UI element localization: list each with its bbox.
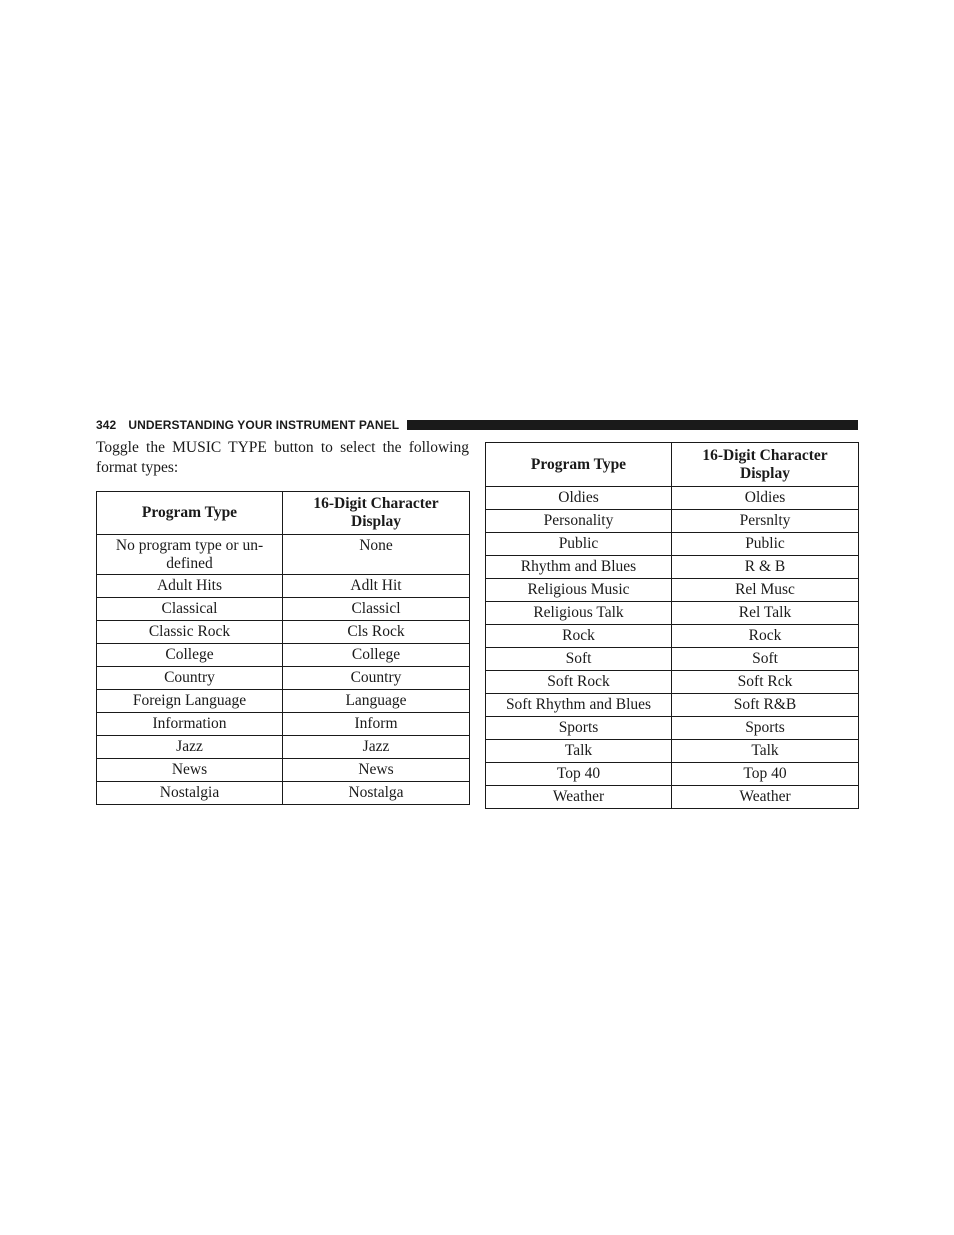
column-header-program-type: Program Type [97,492,283,535]
program-type-cell: Religious Talk [486,602,672,625]
program-type-cell: Foreign Language [97,690,283,713]
table-row [97,644,470,667]
display-cell: Top 40 [672,763,859,786]
program-type-cell: Soft Rock [486,671,672,694]
table-row [486,556,859,579]
display-cell: News [283,759,470,782]
table-row [486,786,859,809]
display-cell: Nostalga [283,782,470,805]
table-row [486,487,859,510]
program-type-cell: Classical [97,598,283,621]
display-cell: Soft R&B [672,694,859,717]
table-row [486,648,859,671]
program-type-cell: Nostalgia [97,782,283,805]
table-row [97,782,470,805]
table-row [97,535,470,575]
program-type-cell: College [97,644,283,667]
column-header-display: 16-Digit Character Display [672,443,859,487]
table-row [97,598,470,621]
table-row [486,579,859,602]
program-type-cell: Sports [486,717,672,740]
program-type-cell: Information [97,713,283,736]
program-type-cell: Jazz [97,736,283,759]
display-cell: Oldies [672,487,859,510]
table-row [486,602,859,625]
table-row [486,740,859,763]
display-cell: Adlt Hit [283,575,470,598]
display-cell: Jazz [283,736,470,759]
display-cell: Sports [672,717,859,740]
display-cell: R & B [672,556,859,579]
table-row [486,763,859,786]
column-header-display: 16-Digit Character Display [283,492,470,535]
section-title: UNDERSTANDING YOUR INSTRUMENT PANEL [128,418,400,432]
display-cell: Soft Rck [672,671,859,694]
display-cell: Public [672,533,859,556]
program-type-cell: Country [97,667,283,690]
program-type-table-left [96,491,470,805]
program-type-cell: Soft Rhythm and Blues [486,694,672,717]
table-row [486,694,859,717]
table-row [97,575,470,598]
display-cell: Rel Musc [672,579,859,602]
program-type-cell: Classic Rock [97,621,283,644]
column-header-program-type: Program Type [486,443,672,487]
table-row [97,690,470,713]
program-type-cell: Public [486,533,672,556]
table-header-row [486,443,859,487]
intro-paragraph: Toggle the MUSIC TYPE button to select the following format types: [96,439,469,476]
table-row [97,736,470,759]
program-type-cell: Adult Hits [97,575,283,598]
table-row [486,533,859,556]
program-type-cell: Oldies [486,487,672,510]
table-row [486,671,859,694]
display-cell: Soft [672,648,859,671]
program-type-cell: Talk [486,740,672,763]
display-cell: Talk [672,740,859,763]
program-type-cell: Rhythm and Blues [486,556,672,579]
display-cell: Classicl [283,598,470,621]
table-row [97,713,470,736]
table-row [97,621,470,644]
display-cell: Rel Talk [672,602,859,625]
table-row [486,717,859,740]
table-row [486,625,859,648]
display-cell: Inform [283,713,470,736]
program-type-cell: No program type or un-defined [97,535,283,575]
program-type-cell: Weather [486,786,672,809]
program-type-table-right [485,442,859,809]
display-cell: College [283,644,470,667]
program-type-cell: Soft [486,648,672,671]
program-type-cell: Rock [486,625,672,648]
display-cell: Cls Rock [283,621,470,644]
table-header-row [97,492,470,535]
page-header [96,417,858,433]
display-cell: Persnlty [672,510,859,533]
display-cell: Country [283,667,470,690]
page-number: 342 [96,418,117,432]
program-type-cell: Religious Music [486,579,672,602]
program-type-cell: Personality [486,510,672,533]
display-cell: None [283,535,470,575]
program-type-cell: Top 40 [486,763,672,786]
table-row [486,510,859,533]
display-cell: Rock [672,625,859,648]
table-row [97,759,470,782]
program-type-cell: News [97,759,283,782]
table-row [97,667,470,690]
header-rule [407,420,858,430]
display-cell: Language [283,690,470,713]
display-cell: Weather [672,786,859,809]
